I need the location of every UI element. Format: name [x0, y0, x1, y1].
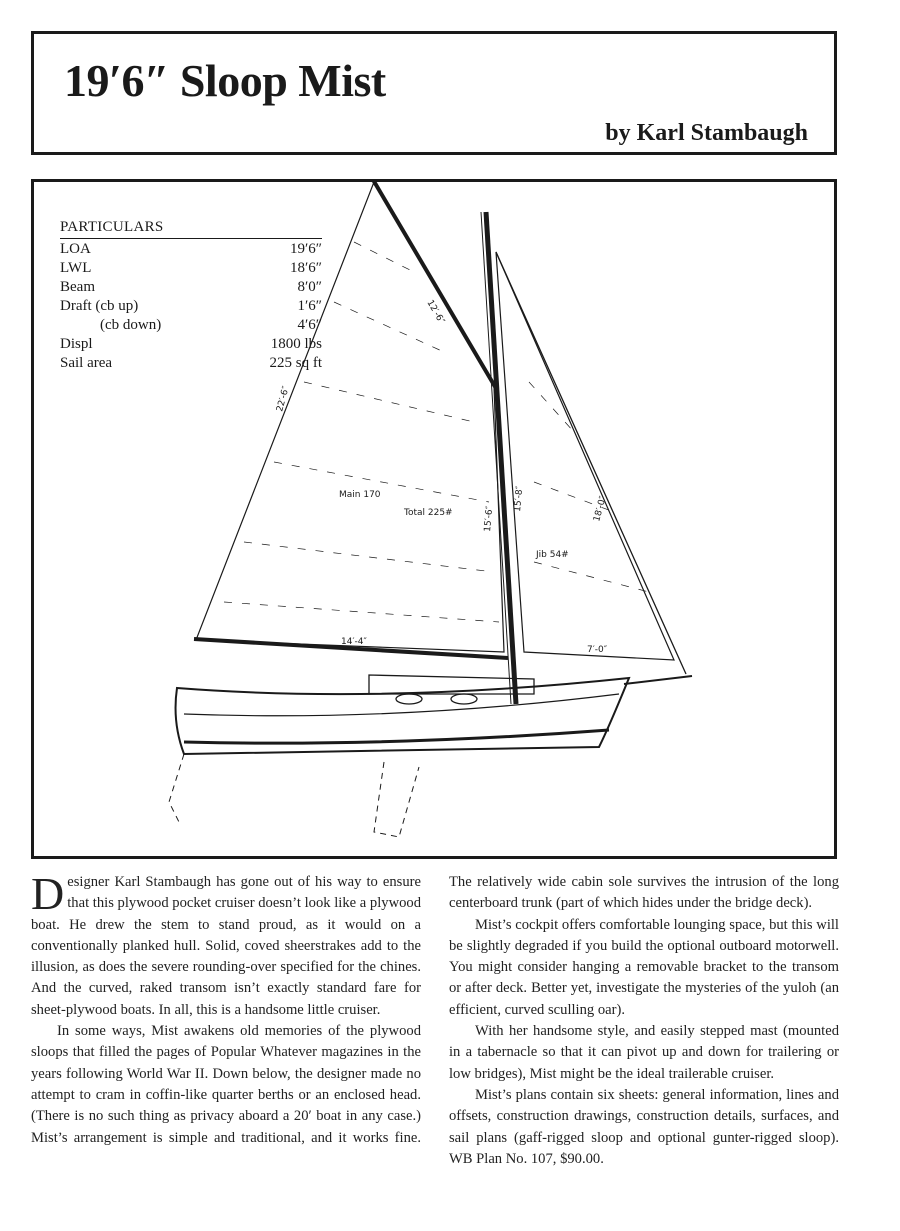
- jib-sail: [496, 252, 674, 660]
- main-label: Main 170: [339, 490, 381, 500]
- spec-label: (cb down): [100, 317, 162, 333]
- spec-row-displ: [60, 335, 322, 354]
- gaff-label: 12′-6″: [424, 298, 446, 326]
- spec-row-draft-up: [60, 297, 322, 316]
- total-label: Total 225#: [404, 508, 453, 518]
- article-paragraph: [31, 868, 421, 1021]
- jib-foot-label: 7′-0″: [587, 645, 608, 655]
- particulars-heading: PARTICULARS: [60, 218, 322, 239]
- boom-label: 14′-4″: [341, 637, 367, 647]
- spec-row-draft-down: [60, 316, 322, 335]
- spec-label: Draft (cb up): [60, 298, 139, 314]
- mast-dim-2: 15′-8″: [513, 485, 526, 513]
- article-paragraph: Mist’s plans contain six sheets: general information, lines and offsets, construction drawings, construction details, surfaces, and sail plans (gaff-rigged sloop and optional gunter-rigged sloop). WB Plan No. 107, $90.00.: [449, 1086, 839, 1167]
- spec-value: 1′6″: [297, 298, 322, 314]
- spec-value: 19′6″: [289, 241, 322, 257]
- spec-label: Sail area: [60, 355, 113, 371]
- spec-value: 225 sq ft: [269, 355, 322, 371]
- spec-label: LOA: [60, 241, 91, 257]
- spec-label: Beam: [60, 279, 95, 295]
- spec-label: Displ: [60, 336, 93, 352]
- article-paragraph: With her handsome style, and easily stepped mast (mounted in a tabernacle so that it can pivot up and down for trailering or low bridges), Mist might be the ideal trailerable cruiser.: [449, 1023, 839, 1082]
- byline: by Karl Stambaugh: [605, 120, 808, 146]
- jib-leech-label: 18′-0″: [592, 495, 609, 523]
- spec-row-sail-area: [60, 354, 322, 373]
- title-box: [31, 31, 837, 155]
- drop-cap: D: [31, 868, 65, 919]
- mast-dim-1: 15′-6″: [483, 505, 496, 533]
- article-paragraph: Mist’s cockpit offers comfortable lounging space, but this will be slightly degraded if you build the optional outboard motorwell. You might consider hanging a removable bracket to the transom or after deck. Better yet, investigate the mysteries of the yuloh (an efficient, curved sculling oar).: [449, 916, 839, 1018]
- paragraph-text: esigner Karl Stambaugh has gone out of his way to ensure that this plywood pocket cruiser doesn’t look like a plywood boat. He drew the stem to stand proud, as it would on a conventionally planked hull. Solid, coved sheerstrakes add to the illusion, as does the severe rounding-over specified for the chines. And the curved, raked transom isn’t exactly standard fare for sheet-plywood boats. In all, this is a handsome little cruiser.: [31, 874, 421, 1018]
- particulars-table: [60, 218, 322, 373]
- spec-value: 8′0″: [297, 279, 322, 295]
- rudder: [169, 754, 184, 822]
- spec-value: 1800 lbs: [270, 336, 322, 352]
- jib-label: Jib 54#: [536, 550, 569, 560]
- gaff: [372, 182, 497, 390]
- article-paragraph: In some ways, Mist awakens old memories of the plywood sloops that filled the pages of Popular Whatever magazines in the years following World War II. Down below, the designer made no attempt to cram in coffin-like quarter berths or an enclosed head. (There is no such thing as privacy aboard a 20′ boat in any case.) Mist’s arrangement is simple and traditional, and it works fine. The relatively wide cabin sole survives the intrusion of the long centerboard trunk (part of which hides under the bridge deck).: [31, 874, 839, 1146]
- centerboard: [374, 762, 419, 837]
- page-title: 19′6″ Sloop Mist: [64, 55, 386, 106]
- spec-value: 18′6″: [289, 260, 322, 276]
- sail-plan-drawing: [31, 179, 837, 859]
- spec-value: 4′6″: [297, 317, 322, 333]
- spec-row-loa: [60, 240, 322, 259]
- article-body: [31, 868, 839, 1172]
- spec-label: LWL: [60, 260, 92, 276]
- spec-row-beam: [60, 278, 322, 297]
- spec-row-lwl: [60, 259, 322, 278]
- luff-label: 22′-6″: [275, 385, 292, 413]
